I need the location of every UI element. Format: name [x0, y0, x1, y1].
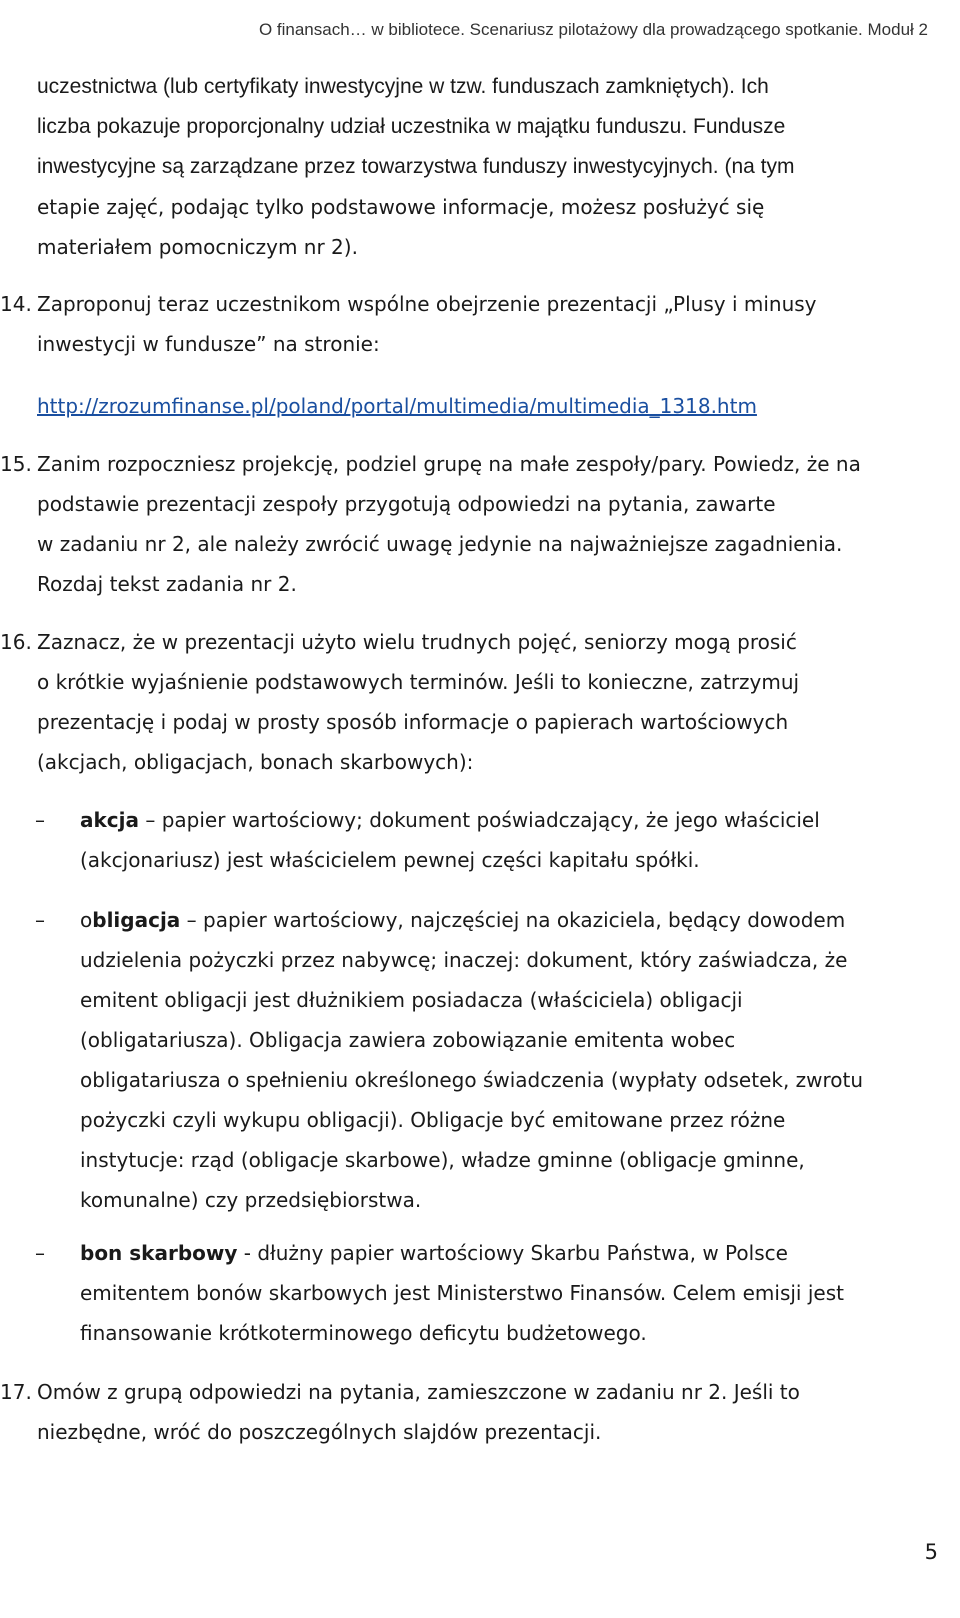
- term-prefix: o: [80, 908, 93, 932]
- text-line: obligatariusza o spełnieniu określonego świadczenia (wypłaty odsetek, zwrotu: [80, 1068, 864, 1092]
- term-definition: – papier wartościowy; dokument poświadczający, że jego właściciel: [139, 808, 820, 832]
- text-line: Omów z grupą odpowiedzi na pytania, zamieszczone w zadaniu nr 2. Jeśli to: [37, 1380, 800, 1404]
- text-line: (akcjonariusz) jest właścicielem pewnej części kapitału spółki.: [80, 848, 700, 872]
- presentation-link[interactable]: http://zrozumfinanse.pl/poland/portal/multimedia/multimedia_1318.htm: [37, 394, 757, 418]
- text-line: inwestycyjne są zarządzane przez towarzystwa funduszy inwestycyjnych. (na tym: [37, 155, 795, 178]
- list-item-16: [0, 622, 937, 782]
- dash-bullet: –: [35, 808, 45, 832]
- term-definition: – papier wartościowy, najczęściej na okaziciela, będący dowodem: [180, 908, 846, 932]
- list-item-14: [0, 284, 937, 426]
- text-line: inwestycji w fundusze” na stronie:: [37, 332, 380, 356]
- text-line: komunalne) czy przedsiębiorstwa.: [80, 1188, 422, 1212]
- term-label: bon skarbowy: [80, 1241, 238, 1265]
- text-line: emitent obligacji jest dłużnikiem posiadacza (właściciela) obligacji: [80, 988, 743, 1012]
- text-line: podstawie prezentacji zespoły przygotują odpowiedzi na pytania, zawarte: [37, 492, 776, 516]
- dash-bullet: –: [35, 908, 45, 932]
- item-number: 17.: [0, 1380, 32, 1404]
- item-number: 16.: [0, 630, 32, 654]
- item-number: 15.: [0, 452, 32, 476]
- text-line: o krótkie wyjaśnienie podstawowych terminów. Jeśli to konieczne, zatrzymuj: [37, 670, 800, 694]
- text-line: (obligatariusza). Obligacja zawiera zobowiązanie emitenta wobec: [80, 1028, 736, 1052]
- text-line: emitentem bonów skarbowych jest Ministerstwo Finansów. Celem emisji jest: [80, 1281, 844, 1305]
- text-line: niezbędne, wróć do poszczególnych slajdów prezentacji.: [37, 1420, 602, 1444]
- text-line: pożyczki czyli wykupu obligacji). Obligacje być emitowane przez różne: [80, 1108, 786, 1132]
- page-header: O finansach… w bibliotece. Scenariusz pilotażowy dla prowadzącego spotkanie. Moduł 2: [258, 20, 928, 39]
- text-line: liczba pokazuje proporcjonalny udział uczestnika w majątku funduszu. Fundusze: [37, 115, 786, 138]
- list-item-17: [0, 1372, 937, 1452]
- term-akcja: [35, 800, 940, 880]
- text-line: Zaproponuj teraz uczestnikom wspólne obejrzenie prezentacji „Plusy i minusy: [37, 292, 817, 316]
- page-number: 5: [924, 1540, 938, 1564]
- list-item-15: [0, 444, 937, 604]
- text-line: etapie zajęć, podając tylko podstawowe informacje, możesz posłużyć się: [37, 195, 765, 219]
- term-obligacja: [35, 900, 940, 1220]
- text-line: instytucje: rząd (obligacje skarbowe), władze gminne (obligacje gminne,: [80, 1148, 805, 1172]
- term-label: akcja: [80, 808, 140, 832]
- text-line: w zadaniu nr 2, ale należy zwrócić uwagę jedynie na najważniejsze zagadnienia.: [37, 532, 843, 556]
- intro-paragraph: [37, 67, 937, 267]
- term-label: bligacja: [92, 908, 181, 932]
- text-line: Zanim rozpoczniesz projekcję, podziel grupę na małe zespoły/pary. Powiedz, że na: [37, 452, 861, 476]
- text-line: materiałem pomocniczym nr 2).: [37, 235, 358, 259]
- text-line: udzielenia pożyczki przez nabywcę; inaczej: dokument, który zaświadcza, że: [80, 948, 848, 972]
- term-definition: - dłużny papier wartościowy Skarbu Państwa, w Polsce: [237, 1241, 788, 1265]
- text-line: Zaznacz, że w prezentacji użyto wielu trudnych pojęć, seniorzy mogą prosić: [37, 630, 797, 654]
- text-line: Rozdaj tekst zadania nr 2.: [37, 572, 297, 596]
- dash-bullet: –: [35, 1241, 45, 1265]
- text-line: (akcjach, obligacjach, bonach skarbowych):: [37, 750, 474, 774]
- text-line: prezentację i podaj w prosty sposób informacje o papierach wartościowych: [37, 710, 789, 734]
- term-bon-skarbowy: [35, 1233, 940, 1353]
- item-number: 14.: [0, 292, 32, 316]
- text-line: uczestnictwa (lub certyfikaty inwestycyjne w tzw. funduszach zamkniętych). Ich: [37, 75, 769, 98]
- text-line: finansowanie krótkoterminowego deficytu budżetowego.: [80, 1321, 647, 1345]
